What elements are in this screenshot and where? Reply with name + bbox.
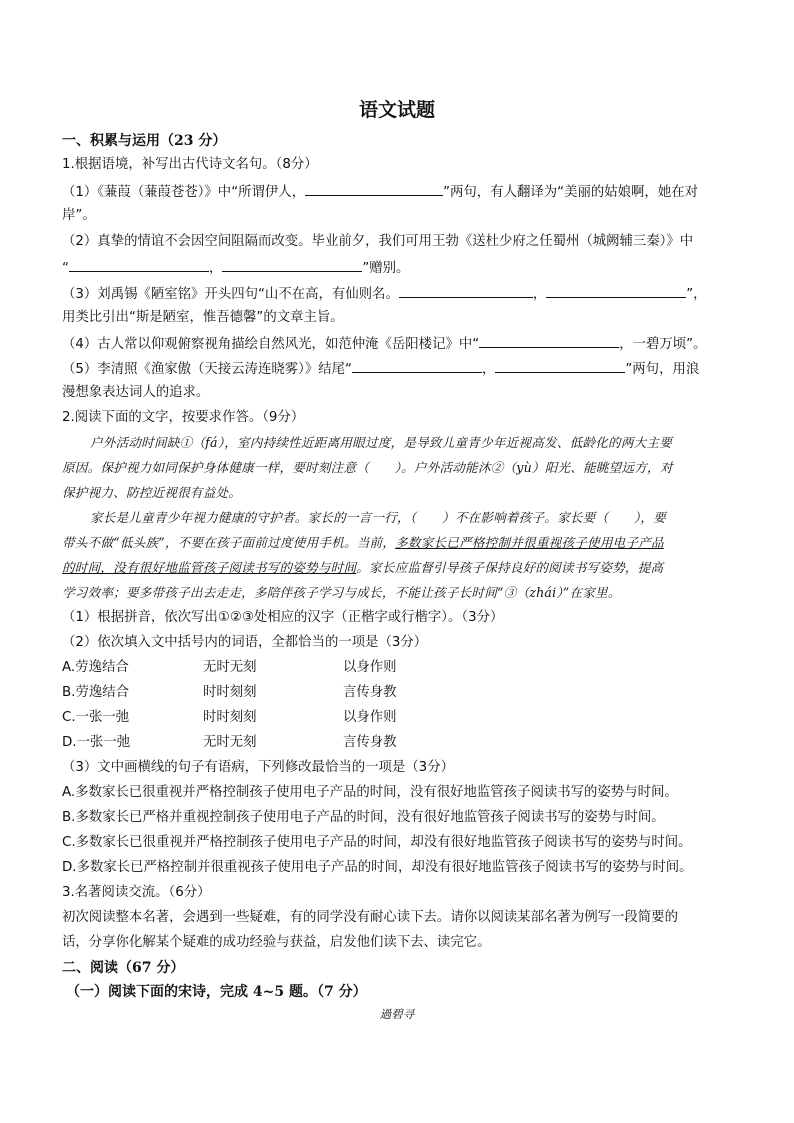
q1-item3 — [62, 283, 707, 305]
option-d-col1[interactable]: D.一张一弛 — [62, 735, 131, 750]
passage-line: 保护视力、防控近视很有益处。 — [62, 485, 242, 500]
poem-title: 過碧寻 — [379, 1007, 415, 1021]
comma: ， — [208, 261, 223, 276]
passage-text: 带头不做“低头族”，不要在孩子面前过度使用手机。当前， — [62, 535, 396, 550]
q1-item1-post: ”两句，有人翻译为“美丽的姑娘啊，她在对 — [443, 185, 698, 200]
passage-text: 学习效率；要多带孩子出去走走，多陪伴孩子学习与成长，不能让孩子长时间“ — [62, 585, 504, 600]
passage-text: （fá），室内持续性近距离用眼过度，是导致儿童青少年近视高发、低龄化的两大主要 — [192, 435, 672, 450]
option-a[interactable]: A.多数家长已很重视并严格控制孩子使用电子产品的时间，没有很好地监管孩子阅读书写的姿势与时间。 — [62, 785, 678, 800]
passage-line — [62, 583, 621, 603]
q1-item1 — [62, 181, 698, 203]
page-title: 语文试题 — [358, 99, 435, 121]
answer-blank[interactable] — [546, 283, 686, 298]
q1-item3-line2: 用类比引出“斯是陋室，惟吾德馨”的文章主旨。 — [62, 310, 344, 325]
circled-mark: ③ — [503, 585, 517, 600]
q3-stem: 3.名著阅读交流。（6分） — [62, 885, 211, 900]
q1-item2-post: ”赠别。 — [362, 261, 410, 276]
option-a-col1[interactable]: A.劳逸结合 — [62, 660, 129, 675]
q3-line1: 初次阅读整本名著，会遇到一些疑难，有的同学没有耐心读下去。请你以阅读某部名著为例写一段简要的 — [62, 910, 678, 925]
section2-heading: 二、阅读（67 分） — [62, 960, 185, 976]
q1-item3-post: ”， — [686, 287, 707, 302]
q1-item4-post: ，一碧万顷”。 — [619, 337, 707, 352]
q1-item5-post: ”两句，用浪 — [625, 362, 700, 377]
passage-line: 家长是儿童青少年视力健康的守护者。家长的一言一行，（ ）不在影响着孩子。家长要（ ），要 — [90, 510, 666, 525]
q2-stem: 2.阅读下面的文字，按要求作答。（9分） — [62, 410, 305, 425]
q1-item5-line2: 漫想象表达词人的追求。 — [62, 385, 210, 400]
option-d[interactable]: D.多数家长已严格控制并很重视孩子使用电子产品的时间，却没有很好地监管孩子阅读书写的姿势与时间。 — [62, 860, 693, 875]
option-a-col2: 无时无刻 — [203, 660, 257, 675]
section1-heading: 一、积累与运用（23 分） — [62, 133, 227, 149]
passage-line — [62, 533, 664, 553]
option-b-col3: 言传身教 — [343, 685, 397, 700]
option-a-col3: 以身作则 — [343, 660, 397, 675]
section2-subheading: （一）阅读下面的宋诗，完成 4~5 题。（7 分） — [66, 984, 367, 1000]
q1-item1-pre: （1）《蒹葭（蒹葭苍苍）》中“所谓伊人， — [62, 185, 306, 200]
quote-open: “ — [62, 261, 69, 276]
option-d-col2: 无时无刻 — [203, 735, 257, 750]
option-c[interactable]: C.多数家长已很重视并严格控制孩子使用电子产品的时间，却没有很好地监管孩子阅读书写的姿势与时间。 — [62, 835, 692, 850]
answer-blank[interactable] — [222, 257, 362, 272]
q1-item3-pre: （3）刘禹锡《陋室铭》开头四句“山不在高，有仙则名。 — [62, 287, 399, 302]
answer-blank[interactable] — [479, 333, 619, 348]
option-c-col1[interactable]: C.一张一弛 — [62, 710, 130, 725]
underlined-sentence: 的时间，没有很好地监管孩子阅读书写的姿势与时间 — [62, 560, 357, 575]
q1-item4-pre: （4）古人常以仰观俯察视角描绘自然风光，如范仲淹《岳阳楼记》中“ — [62, 337, 480, 352]
option-b-col1[interactable]: B.劳逸结合 — [62, 685, 130, 700]
passage-text: 户外活动时间缺 — [90, 435, 180, 450]
passage-text: 。家长应监督引导孩子保持良好的阅读书写姿势，提高 — [356, 560, 664, 575]
option-c-col2: 时时刻刻 — [203, 710, 257, 725]
comma: ， — [481, 362, 496, 377]
comma: ， — [532, 287, 547, 302]
q1-item2-line1: （2）真挚的情谊不会因空间阻隔而改变。毕业前夕，我们可用王勃《送杜少府之任蜀州（城阙辅三秦）》中 — [62, 234, 694, 249]
circled-mark: ② — [490, 460, 504, 475]
q1-item5-pre: （5）李清照《渔家傲（天接云涛连晓雾）》结尾“ — [62, 362, 352, 377]
passage-text: 原因。保护视力如同保护身体健康一样，要时刻注意（ ）。户外活动能沐 — [62, 460, 491, 475]
answer-blank[interactable] — [69, 257, 209, 272]
q1-item4 — [62, 333, 706, 355]
answer-blank[interactable] — [305, 181, 443, 196]
q1-item1-tail: 岸”。 — [62, 208, 96, 223]
passage-line — [62, 458, 673, 478]
answer-blank[interactable] — [399, 283, 533, 298]
q2-sub3: （3）文中画横线的句子有语病，下列修改最恰当的一项是（3分） — [62, 760, 454, 775]
q1-stem: 1.根据语境，补写出古代诗文名句。（8分） — [62, 157, 318, 172]
passage-text: （zhái）”在家里。 — [516, 585, 621, 600]
passage-line — [62, 558, 663, 578]
q1-item2-line2 — [62, 257, 409, 279]
answer-blank[interactable] — [352, 358, 482, 373]
passage-line — [90, 433, 672, 453]
option-b[interactable]: B.多数家长已严格并重视控制孩子使用电子产品的时间，没有很好地监管孩子阅读书写的姿势与时间。 — [62, 810, 665, 825]
answer-blank[interactable] — [495, 358, 625, 373]
option-c-col3: 以身作则 — [343, 710, 397, 725]
underlined-sentence: 多数家长已严格控制并很重视孩子使用电子产品 — [395, 535, 664, 550]
q2-sub2: （2）依次填入文中括号内的词语，全都恰当的一项是（3分） — [62, 635, 428, 650]
option-d-col3: 言传身教 — [343, 735, 397, 750]
option-b-col2: 时时刻刻 — [203, 685, 257, 700]
q1-item5 — [62, 358, 699, 380]
circled-mark: ① — [179, 435, 193, 450]
q2-sub1: （1）根据拼音，依次写出①②③处相应的汉字（正楷字或行楷字）。（3分） — [62, 610, 504, 625]
passage-text: （yù）阳光、能眺望远方，对 — [503, 460, 673, 475]
q3-line2: 话，分享你化解某个疑难的成功经验与获益，启发他们读下去、读完它。 — [62, 935, 491, 950]
